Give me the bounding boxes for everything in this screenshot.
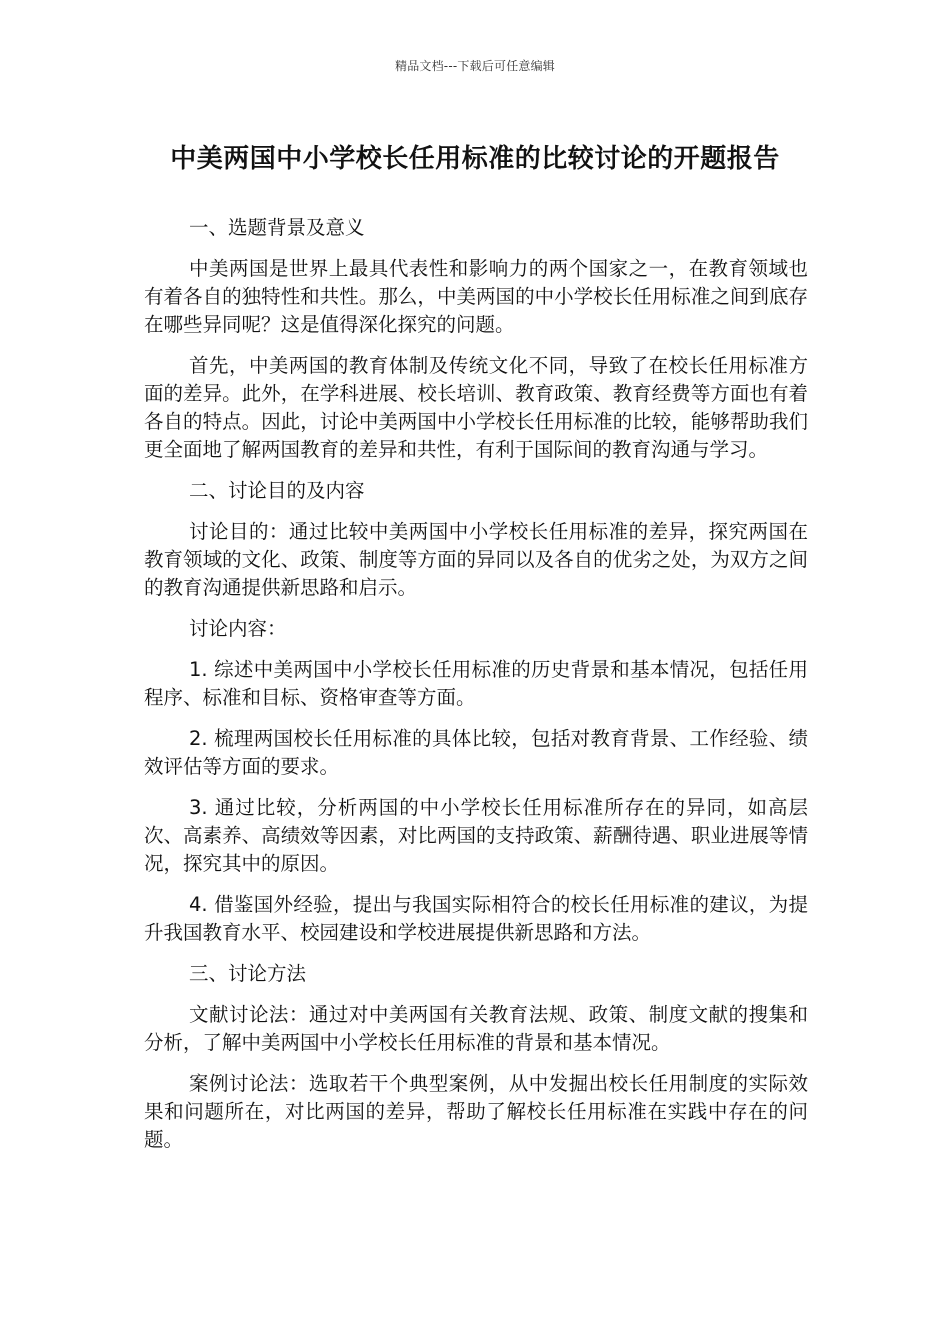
page-header: 精品文档---下载后可任意编辑 [395, 59, 555, 73]
paragraph: 讨论目的：通过比较中美两国中小学校长任用标准的差异，探究两国在教育领域的文化、政策、制度等方面的异同以及各自的优劣之处，为双方之间的教育沟通提供新思路和启示。 [144, 520, 808, 599]
paragraph: 文献讨论法：通过对中美两国有关教育法规、政策、制度文献的搜集和分析，了解中美两国中小学校长任用标准的背景和基本情况。 [144, 1003, 808, 1054]
section-heading-methods: 三、讨论方法 [189, 962, 307, 985]
section-heading-purpose: 二、讨论目的及内容 [189, 479, 365, 502]
section-heading-background: 一、选题背景及意义 [189, 216, 365, 239]
document-title: 中美两国中小学校长任用标准的比较讨论的开题报告 [170, 144, 780, 174]
document-body [144, 214, 808, 1167]
paragraph: 中美两国是世界上最具代表性和影响力的两个国家之一，在教育领域也有着各自的独特性和共性。那么，中美两国的中小学校长任用标准之间到底存在哪些异同呢？这是值得深化探究的问题。 [144, 257, 808, 336]
paragraph: 案例讨论法：选取若干个典型案例，从中发掘出校长任用制度的实际效果和问题所在，对比两国的差异，帮助了解校长任用标准在实践中存在的问题。 [144, 1072, 808, 1151]
paragraph: 讨论内容： [189, 617, 287, 640]
list-item: 1. 综述中美两国中小学校长任用标准的历史背景和基本情况，包括任用程序、标准和目标、资格审查等方面。 [144, 658, 808, 709]
list-item: 2. 梳理两国校长任用标准的具体比较，包括对教育背景、工作经验、绩效评估等方面的要求。 [144, 727, 808, 778]
paragraph: 首先，中美两国的教育体制及传统文化不同，导致了在校长任用标准方面的差异。此外，在学科进展、校长培训、教育政策、教育经费等方面也有着各自的特点。因此，讨论中美两国中小学校长任用标准的比较，能够帮助我们更全面地了解两国教育的差异和共性，有利于国际间的教育沟通与学习。 [144, 354, 808, 461]
list-item: 3. 通过比较，分析两国的中小学校长任用标准所存在的异同，如高层次、高素养、高绩效等因素，对比两国的支持政策、薪酬待遇、职业进展等情况，探究其中的原因。 [144, 796, 808, 875]
list-item: 4. 借鉴国外经验，提出与我国实际相符合的校长任用标准的建议，为提升我国教育水平、校园建设和学校进展提供新思路和方法。 [144, 893, 808, 944]
